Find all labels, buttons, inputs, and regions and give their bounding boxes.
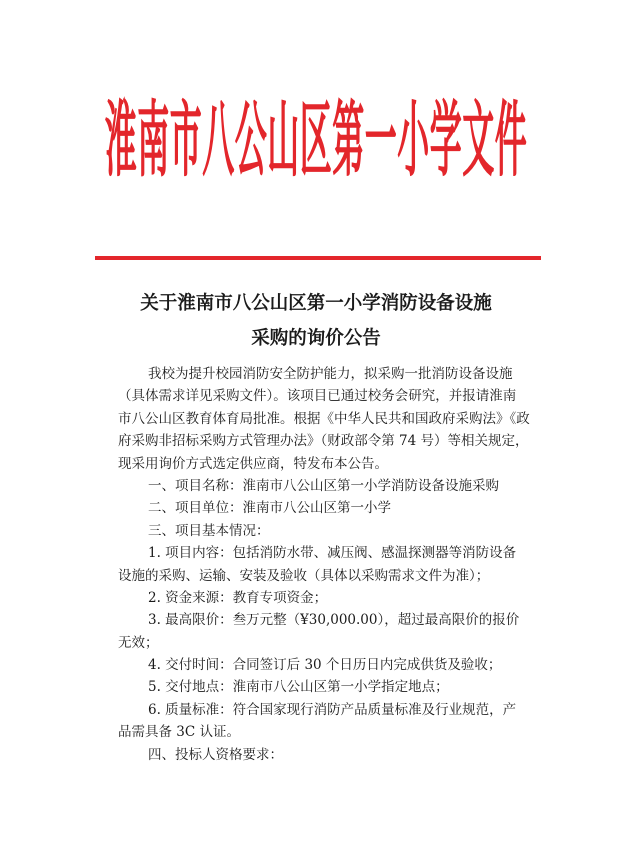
paragraph-project-name [118, 475, 528, 497]
notice-body [118, 363, 528, 766]
document-header [0, 91, 632, 189]
paragraph-item-quality [118, 699, 528, 744]
body-line: 现采用询价方式选定供应商，特发布本公告。 [118, 455, 388, 472]
notice-title-line: 采购的询价公告 [251, 328, 381, 349]
body-line: 二、项目单位：淮南市八公山区第一小学 [148, 500, 391, 517]
paragraph-project-basics [118, 520, 528, 542]
body-line: 三、项目基本情况： [148, 522, 270, 539]
body-line: 品需具备 3C 认证。 [118, 724, 241, 741]
body-line: 1. 项目内容：包括消防水带、减压阀、感温探测器等消防设备 [148, 545, 517, 562]
paragraph-project-unit [118, 497, 528, 519]
body-line: 5. 交付地点：淮南市八公山区第一小学指定地点； [148, 679, 449, 696]
body-line: 一、项目名称：淮南市八公山区第一小学消防设备设施采购 [148, 477, 499, 494]
body-line: 4. 交付时间：合同签订后 30 个日历日内完成供货及验收； [148, 657, 502, 674]
red-header-rule [95, 256, 541, 260]
body-line: 2. 资金来源：教育专项资金； [148, 589, 328, 606]
body-line: （具体需求详见采购文件）。该项目已通过校务会研究，并报请淮南 [118, 388, 517, 405]
body-line: 设施的采购、运输、安装及验收（具体以采购需求文件为准）； [118, 567, 490, 584]
body-line: 6. 质量标准：符合国家现行消防产品质量标准及行业规范，产 [148, 701, 517, 718]
paragraph-item-funding [118, 587, 528, 609]
paragraph-intro [118, 363, 528, 475]
body-line: 府采购非招标采购方式管理办法》（财政部令第 74 号）等相关规定， [118, 433, 529, 450]
body-line: 我校为提升校园消防安全防护能力，拟采购一批消防设备设施 [148, 366, 513, 382]
paragraph-item-delivery-time [118, 654, 528, 676]
body-line: 无效； [118, 634, 159, 651]
paragraph-item-content [118, 542, 528, 587]
body-line: 3. 最高限价：叁万元整（¥30,000.00），超过最高限价的报价 [148, 612, 520, 629]
body-line: 四、投标人资格要求： [148, 746, 283, 763]
paragraph-item-price-cap [118, 609, 528, 654]
notice-title-line: 关于淮南市八公山区第一小学消防设备设施 [140, 293, 492, 314]
paragraph-bidder-requirements [118, 744, 528, 766]
notice-title [0, 286, 632, 356]
body-line: 市八公山区教育体育局批准。根据《中华人民共和国政府采购法》《政 [118, 410, 530, 427]
org-title: 淮南市八公山区第一小学文件 [104, 91, 528, 189]
paragraph-item-delivery-place [118, 676, 528, 698]
